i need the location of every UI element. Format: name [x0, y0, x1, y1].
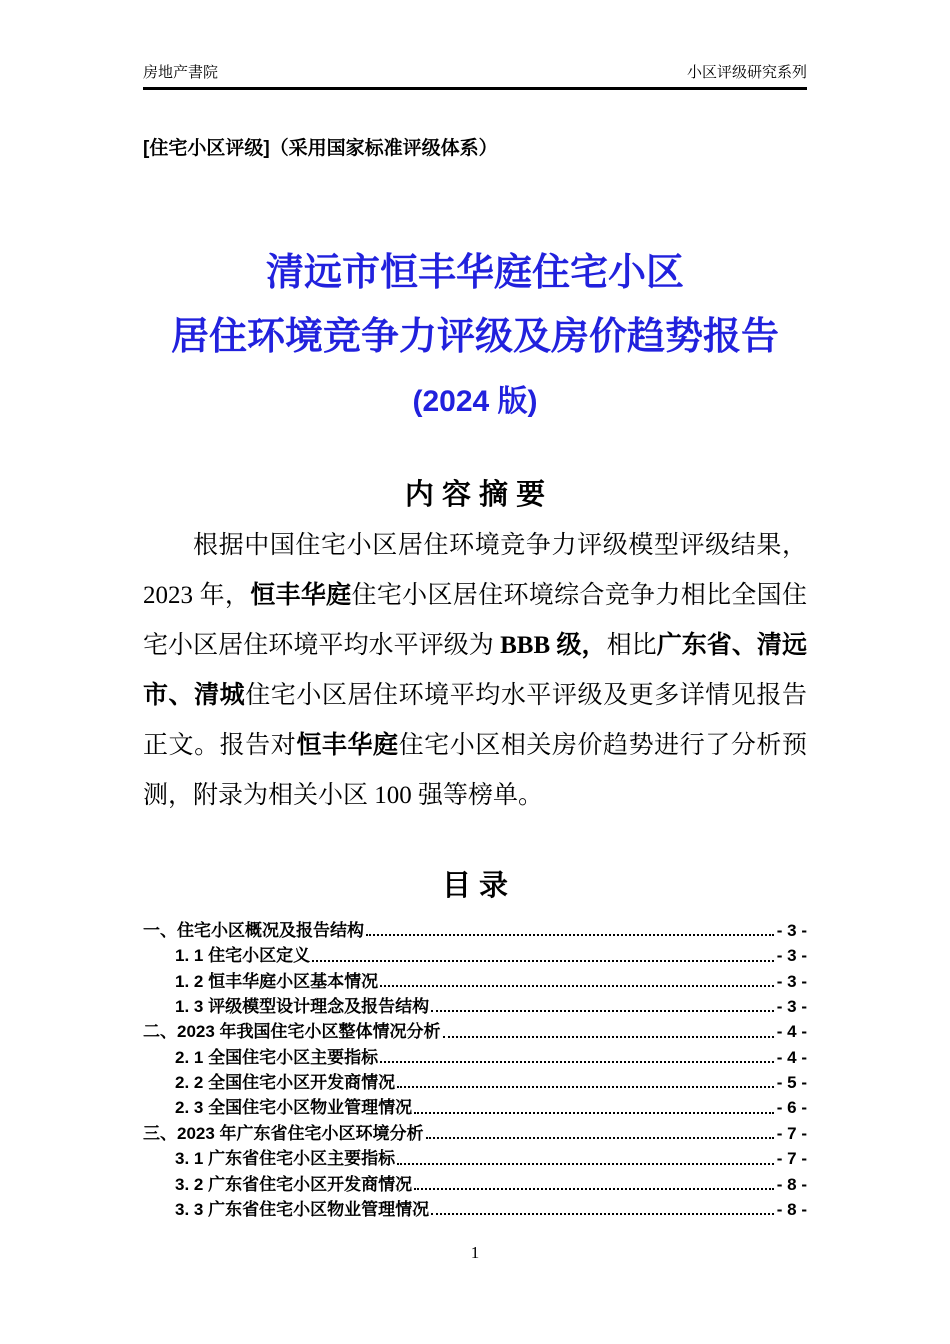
toc-heading: 目 录 — [441, 869, 509, 902]
toc-leader-dots — [380, 1061, 774, 1063]
toc-entry-label: 1. 2 恒丰华庭小区基本情况 — [175, 971, 379, 991]
summary-heading: 内 容 摘 要 — [404, 478, 546, 511]
toc-entry-page: - 3 - — [776, 920, 807, 940]
classification-line: [住宅小区评级]（采用国家标准评级体系） — [143, 137, 498, 159]
toc-entry-page: - 4 - — [776, 1022, 807, 1042]
toc-entry — [143, 1172, 807, 1197]
toc-entry-label: 1. 3 评级模型设计理念及报告结构 — [175, 996, 430, 1016]
toc-entry-label: 3. 3 广东省住宅小区物业管理情况 — [175, 1200, 430, 1220]
toc-entry-label: 2. 1 全国住宅小区主要指标 — [175, 1047, 379, 1067]
toc-entry — [143, 1197, 807, 1222]
toc-entry — [143, 1095, 807, 1120]
toc-entry-page: - 4 - — [776, 1047, 807, 1067]
toc-leader-dots — [397, 1086, 774, 1088]
toc-entry-page: - 3 - — [776, 996, 807, 1016]
page-header — [143, 64, 807, 90]
toc-entry-label: 一、住宅小区概况及报告结构 — [143, 920, 364, 940]
toc-leader-dots — [312, 960, 774, 962]
summary-paragraph — [143, 521, 807, 821]
toc-leader-dots — [414, 1188, 774, 1190]
toc-leader-dots — [426, 1137, 774, 1139]
toc-entry-page: - 6 - — [776, 1098, 807, 1118]
toc-entry — [143, 1019, 807, 1044]
toc-entry-page: - 5 - — [776, 1073, 807, 1093]
toc-list — [143, 918, 807, 1223]
toc-leader-dots — [397, 1163, 774, 1165]
summary-text-run: 根据中国住宅小区居住环境竞争力评级模型评级结果，2023 年， — [143, 531, 807, 609]
report-title — [0, 251, 950, 418]
toc-entry — [143, 1045, 807, 1070]
toc-entry — [143, 918, 807, 943]
toc-leader-dots — [380, 985, 774, 987]
report-title-edition: (2024 版) — [412, 384, 538, 418]
summary-bold-run: BBB 级， — [500, 631, 607, 659]
toc-entry-page: - 3 - — [776, 971, 807, 991]
toc-entry — [143, 1146, 807, 1171]
report-title-line1: 清远市恒丰华庭住宅小区 — [265, 251, 684, 294]
toc-leader-dots — [431, 1213, 774, 1215]
toc-entry — [143, 1121, 807, 1146]
toc-entry-label: 2. 3 全国住宅小区物业管理情况 — [175, 1098, 413, 1118]
summary-text-run: 住宅小区居住环境综合竞争力相比全国住宅小区居住环境平均水平评级为 — [143, 581, 807, 659]
toc-entry-page: - 8 - — [776, 1174, 807, 1194]
header-right-text: 小区评级研究系列 — [686, 64, 807, 81]
toc-leader-dots — [431, 1010, 774, 1012]
summary-text-run: 住宅小区居住环境平均水平评级及更多详情见报告正文。报告对 — [143, 681, 807, 759]
toc-leader-dots — [443, 1036, 774, 1038]
summary-text-run: 住宅小区相关房价趋势进行了分析预测，附录为相关小区 100 强等榜单。 — [143, 731, 807, 809]
summary-bold-run: 恒丰华庭 — [296, 731, 399, 759]
toc-entry — [143, 969, 807, 994]
toc-entry-label: 3. 1 广东省住宅小区主要指标 — [175, 1149, 396, 1169]
toc-entry-label: 2. 2 全国住宅小区开发商情况 — [175, 1073, 396, 1093]
toc-leader-dots — [366, 934, 774, 936]
toc-entry — [143, 994, 807, 1019]
toc-entry-label: 二、2023 年我国住宅小区整体情况分析 — [143, 1022, 441, 1042]
toc-entry-label: 3. 2 广东省住宅小区开发商情况 — [175, 1174, 413, 1194]
report-title-line2: 居住环境竞争力评级及房价趋势报告 — [170, 315, 779, 358]
toc-entry-label: 1. 1 住宅小区定义 — [175, 946, 311, 966]
toc-entry-page: - 8 - — [776, 1200, 807, 1220]
toc-entry-label: 三、2023 年广东省住宅小区环境分析 — [143, 1123, 424, 1143]
toc-entry-page: - 7 - — [776, 1123, 807, 1143]
summary-bold-run: 广东省、清远市、清城 — [143, 631, 807, 709]
page-number: 1 — [470, 1243, 480, 1262]
summary-text-run: 相比 — [606, 631, 657, 659]
summary-bold-run: 恒丰华庭 — [250, 581, 352, 609]
toc-entry — [143, 1070, 807, 1095]
header-left-text: 房地产書院 — [143, 64, 219, 81]
toc-leader-dots — [414, 1112, 774, 1114]
toc-entry-page: - 3 - — [776, 946, 807, 966]
toc-entry-page: - 7 - — [776, 1149, 807, 1169]
toc-entry — [143, 943, 807, 968]
